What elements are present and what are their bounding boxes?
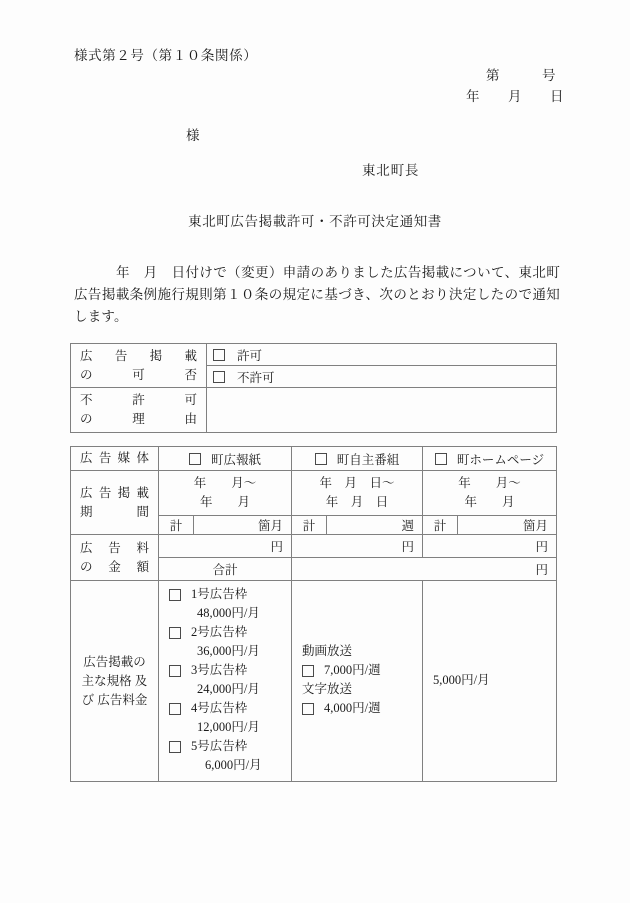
spec-print-name-3: 3号広告枠 xyxy=(191,663,248,677)
spec-broadcast-item[interactable] xyxy=(302,699,416,718)
period-homepage-cell[interactable] xyxy=(423,471,557,516)
spec-label-line1: 広告掲載の xyxy=(83,654,146,669)
checkbox-icon[interactable] xyxy=(169,665,181,677)
period-homepage-from: 年 月～ xyxy=(458,476,521,490)
issuer-name: 東北町長 xyxy=(362,163,420,178)
checkbox-icon[interactable] xyxy=(435,453,447,465)
period-broadcast-from: 年 月 日～ xyxy=(319,476,395,490)
table-row xyxy=(71,581,557,782)
spec-label-line3: 及び xyxy=(81,673,148,707)
table-row xyxy=(71,344,557,366)
table-row xyxy=(71,471,557,516)
fee-total-value-cell[interactable]: 円 xyxy=(292,558,557,581)
fee-label-cell xyxy=(71,535,159,581)
period-broadcast-to: 年 月 日 xyxy=(325,495,389,509)
period-label-line2: 期間 xyxy=(80,504,149,519)
addressee-line: 様 xyxy=(186,128,200,143)
spec-print-item[interactable] xyxy=(169,585,285,604)
spec-broadcast-price-1: 7,000円/週 xyxy=(324,663,381,677)
checkbox-icon[interactable] xyxy=(302,703,314,715)
decision-label-cell xyxy=(71,344,207,388)
spec-print-name-2: 2号広告枠 xyxy=(191,625,248,639)
spec-label-cell xyxy=(71,581,159,782)
spec-homepage-price: 5,000円/月 xyxy=(433,672,490,687)
period-newsletter-cell[interactable] xyxy=(159,471,292,516)
fee-homepage-cell[interactable]: 円 xyxy=(423,535,557,558)
spec-broadcast-name-2: 文字放送 xyxy=(302,682,353,696)
period-homepage-total-unit[interactable]: 箇月 xyxy=(458,516,557,535)
fee-broadcast-cell[interactable]: 円 xyxy=(292,535,423,558)
checkbox-icon[interactable] xyxy=(169,627,181,639)
table-row xyxy=(71,447,557,471)
decision-option-permit-label: 許可 xyxy=(237,348,263,363)
period-broadcast-total-unit[interactable]: 週 xyxy=(327,516,423,535)
media-option-broadcast-label: 町自主番組 xyxy=(336,452,400,467)
document-date: 年 月 日 xyxy=(466,89,564,104)
spec-print-price-1: 48,000円/月 xyxy=(197,606,260,620)
table-row xyxy=(71,535,557,558)
decision-option-deny-cell[interactable] xyxy=(207,366,557,388)
period-newsletter-to: 年 月 xyxy=(200,495,251,509)
checkbox-icon[interactable] xyxy=(213,349,225,361)
spec-broadcast-cell[interactable] xyxy=(292,581,423,782)
decision-label-line2: の可否 xyxy=(80,367,197,382)
fee-total-label: 合計 xyxy=(159,558,292,581)
media-label-cell: 広告媒体 xyxy=(71,447,159,471)
spec-broadcast-price-2: 4,000円/週 xyxy=(324,701,381,715)
spec-print-name-1: 1号広告枠 xyxy=(191,587,248,601)
page-title: 東北町広告掲載許可・不許可決定通知書 xyxy=(188,214,442,229)
spec-label-line4: 広告料金 xyxy=(97,692,148,707)
media-option-newsletter-cell[interactable] xyxy=(159,447,292,471)
decision-label-line1: 広告掲載 xyxy=(80,348,197,363)
spec-print-price-5: 6,000円/月 xyxy=(205,758,262,772)
fee-label-line2: の金額 xyxy=(80,559,149,574)
period-broadcast-cell[interactable] xyxy=(292,471,423,516)
fee-label-line1: 広告料 xyxy=(80,540,149,555)
checkbox-icon[interactable] xyxy=(169,741,181,753)
media-option-homepage-cell[interactable] xyxy=(423,447,557,471)
permission-table xyxy=(70,343,557,433)
form-number: 様式第２号（第１０条関係） xyxy=(74,48,258,63)
media-option-broadcast-cell[interactable] xyxy=(292,447,423,471)
reason-label-line1: 不許可 xyxy=(80,393,197,407)
period-homepage-total-label: 計 xyxy=(423,516,458,535)
media-option-newsletter-label: 町広報紙 xyxy=(211,452,262,467)
period-newsletter-total-unit[interactable]: 箇月 xyxy=(194,516,292,535)
media-option-homepage-label: 町ホームページ xyxy=(456,452,545,467)
table-row xyxy=(71,388,557,433)
checkbox-icon[interactable] xyxy=(302,665,314,677)
spec-print-name-4: 4号広告枠 xyxy=(191,701,248,715)
spec-broadcast-item[interactable] xyxy=(302,661,416,680)
period-broadcast-total-label: 計 xyxy=(292,516,327,535)
period-homepage-to: 年 月 xyxy=(464,495,515,509)
spec-print-price-3: 24,000円/月 xyxy=(197,682,260,696)
spec-print-price-4: 12,000円/月 xyxy=(197,720,260,734)
spec-print-name-5: 5号広告枠 xyxy=(191,739,248,753)
fee-newsletter-cell[interactable]: 円 xyxy=(159,535,292,558)
spec-print-item[interactable] xyxy=(169,661,285,680)
reason-value-cell[interactable] xyxy=(207,388,557,433)
period-label-line1: 広告掲載 xyxy=(80,485,149,500)
period-newsletter-total-label: 計 xyxy=(159,516,194,535)
spec-homepage-cell[interactable] xyxy=(423,581,557,782)
document-number: 第 号 xyxy=(486,68,556,83)
period-newsletter-from: 年 月～ xyxy=(193,476,257,490)
period-label-cell xyxy=(71,471,159,535)
spec-print-cell[interactable] xyxy=(159,581,292,782)
reason-label-cell xyxy=(71,388,207,433)
checkbox-icon[interactable] xyxy=(169,589,181,601)
spec-print-price-2: 36,000円/月 xyxy=(197,644,260,658)
spec-broadcast-name-1: 動画放送 xyxy=(302,644,353,658)
spec-label-line2: 主な規格 xyxy=(81,673,132,688)
decision-option-permit-cell[interactable] xyxy=(207,344,557,366)
body-paragraph: 年 月 日付けで（変更）申請のありました広告掲載について、東北町広告掲載条例施行規則第１０条の規定に基づき、次のとおり決定したので通知します。 xyxy=(74,265,560,324)
decision-option-deny-label: 不許可 xyxy=(237,370,275,385)
spec-print-item[interactable] xyxy=(169,737,285,756)
checkbox-icon[interactable] xyxy=(169,703,181,715)
spec-print-item[interactable] xyxy=(169,623,285,642)
reason-label-line2: の理由 xyxy=(80,412,197,426)
spec-print-item[interactable] xyxy=(169,699,285,718)
checkbox-icon[interactable] xyxy=(189,453,201,465)
checkbox-icon[interactable] xyxy=(213,371,225,383)
media-fee-table xyxy=(70,446,557,782)
checkbox-icon[interactable] xyxy=(315,453,327,465)
